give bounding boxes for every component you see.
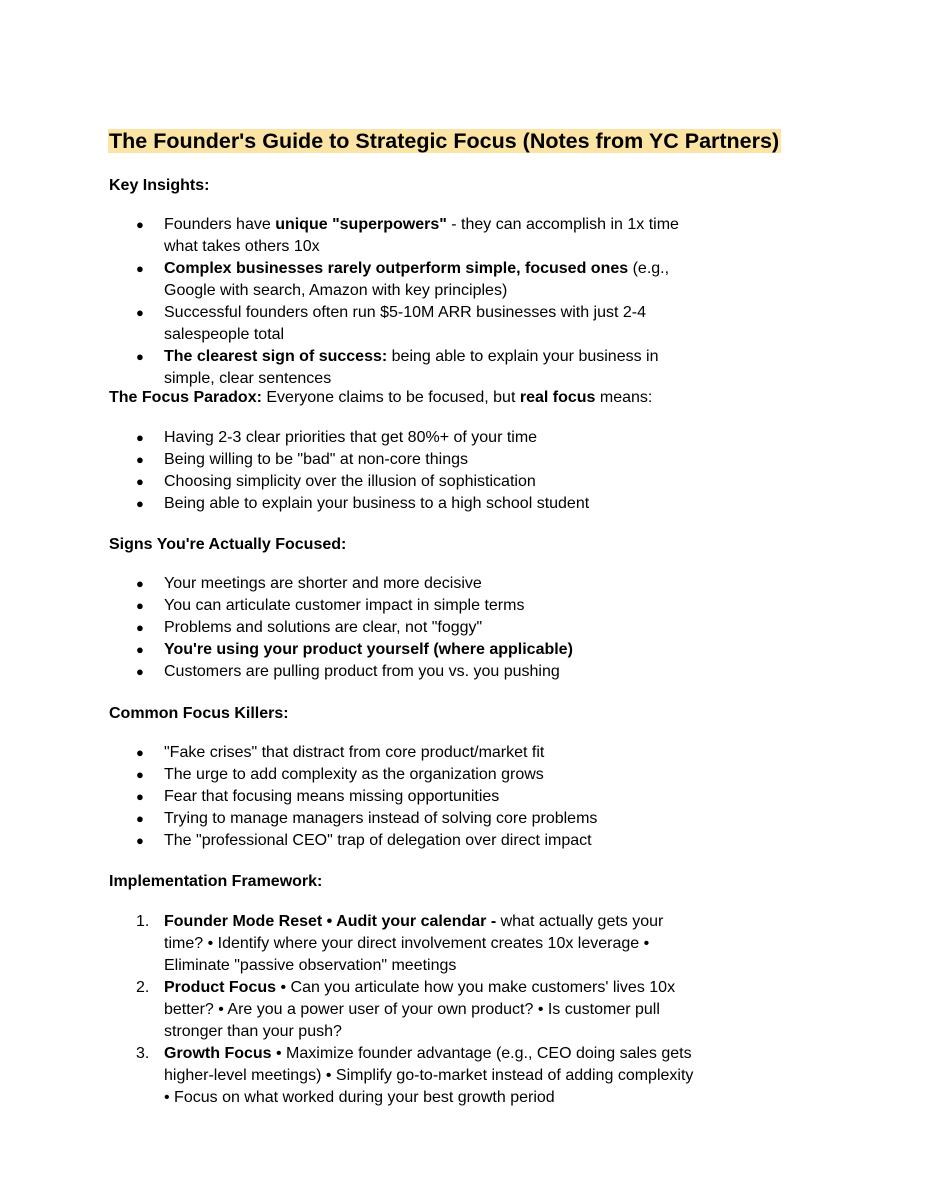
list-item: ● Customers are pulling product from you vs. you pushing — [0, 661, 700, 683]
list-item: ● Trying to manage managers instead of solving core problems — [0, 808, 700, 830]
bullet-icon: ● — [136, 664, 144, 679]
list-focus-paradox — [0, 427, 700, 515]
heading-signs-focused: Signs You're Actually Focused: — [109, 536, 347, 553]
title-highlight: The Founder's Guide to Strategic Focus (Notes from YC Partners) — [109, 129, 780, 153]
bullet-icon: ● — [136, 349, 144, 364]
heading-implementation-framework: Implementation Framework: — [109, 873, 323, 890]
list-item: ● Being able to explain your business to a high school student — [0, 493, 700, 515]
document-title — [108, 126, 781, 156]
list-item: ● Problems and solutions are clear, not "foggy" — [0, 617, 700, 639]
list-item: ● Successful founders often run $5-10M ARR businesses with just 2-4 salespeople total — [136, 304, 647, 343]
list-item: ● The "professional CEO" trap of delegation over direct impact — [0, 830, 700, 852]
bullet-icon: ● — [136, 474, 144, 489]
bullet-icon: ● — [136, 305, 144, 320]
heading-focus-paradox: The Focus Paradox: Everyone claims to be focused, but real focus means: — [109, 389, 653, 406]
bullet-icon: ● — [136, 789, 144, 804]
list-item: ● Your meetings are shorter and more decisive — [0, 573, 700, 595]
list-item: ● Being willing to be "bad" at non-core things — [0, 449, 700, 471]
list-implementation-framework — [0, 911, 700, 1109]
heading-key-insights: Key Insights: — [109, 177, 210, 194]
list-item: ● Complex businesses rarely outperform simple, focused ones (e.g., Google with search, Amazon with key principles) — [136, 260, 670, 299]
heading-focus-killers: Common Focus Killers: — [109, 705, 289, 722]
list-item: ● You're using your product yourself (where applicable) — [0, 639, 700, 661]
list-item: ● Choosing simplicity over the illusion of sophistication — [0, 471, 700, 493]
list-item: 2. Product Focus • Can you articulate how you make customers' lives 10x better? • Are you a power user of your own product? • Is customer pull stronger than your push? — [136, 979, 676, 1040]
bullet-icon: ● — [136, 576, 144, 591]
list-item: ● Founders have unique "superpowers" - they can accomplish in 1x time what takes others 10x — [136, 216, 679, 255]
list-item: ● The clearest sign of success: being able to explain your business in simple, clear sentences — [136, 348, 659, 387]
list-item: ● You can articulate customer impact in simple terms — [0, 595, 700, 617]
bullet-icon: ● — [136, 767, 144, 782]
list-focus-killers — [0, 742, 700, 852]
list-item: ● Having 2-3 clear priorities that get 80%+ of your time — [0, 427, 700, 449]
bullet-icon: ● — [136, 598, 144, 613]
list-item: ● "Fake crises" that distract from core product/market fit — [0, 742, 700, 764]
list-key-insights — [0, 214, 700, 390]
bullet-icon: ● — [136, 261, 144, 276]
list-item: 3. Growth Focus • Maximize founder advantage (e.g., CEO doing sales gets higher-level meetings) • Simplify go-to-market instead of adding complexity • Focus on what worked during your best growth period — [136, 1045, 694, 1106]
bullet-icon: ● — [136, 745, 144, 760]
bullet-icon: ● — [136, 620, 144, 635]
bullet-icon: ● — [136, 430, 144, 445]
list-item: 1. Founder Mode Reset • Audit your calendar - what actually gets your time? • Identify where your direct involvement creates 10x leverage • Eliminate "passive observation" meetings — [136, 913, 664, 974]
bullet-icon: ● — [136, 217, 144, 232]
bullet-icon: ● — [136, 452, 144, 467]
bullet-icon: ● — [136, 833, 144, 848]
bullet-icon: ● — [136, 642, 144, 657]
list-number: 2. — [136, 979, 150, 996]
bullet-icon: ● — [136, 496, 144, 511]
list-item: ● Fear that focusing means missing opportunities — [0, 786, 700, 808]
list-number: 3. — [136, 1045, 150, 1062]
list-number: 1. — [136, 913, 150, 930]
list-item: ● The urge to add complexity as the organization grows — [0, 764, 700, 786]
list-signs-focused — [0, 573, 700, 683]
bullet-icon: ● — [136, 811, 144, 826]
